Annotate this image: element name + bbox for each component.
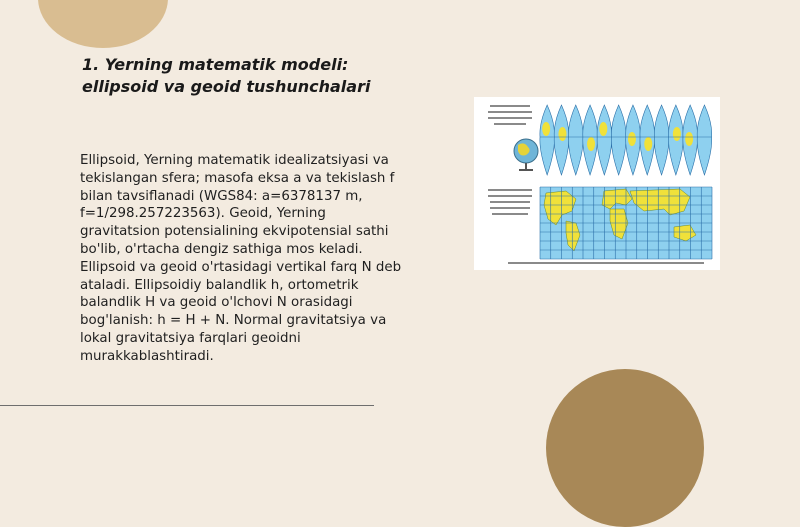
map-gore-land xyxy=(644,137,652,151)
map-gore-segment xyxy=(654,105,669,175)
map-gore-land xyxy=(628,132,636,146)
map-gore-land xyxy=(558,127,566,141)
map-gore-segment xyxy=(697,105,712,175)
map-gore-land xyxy=(685,132,693,146)
map-gore-land xyxy=(673,127,681,141)
map-gore-segment xyxy=(597,105,612,175)
caption-line-footer xyxy=(508,262,704,264)
caption-lines-bottom xyxy=(488,189,532,215)
map-gore-land xyxy=(587,137,595,151)
slide-title-line-1: 1. Yerning matematik modeli: xyxy=(82,55,349,74)
slide-body-text: Ellipsoid, Yerning matematik idealizatsiyasi va tekislangan sfera; masofa eksa a va tekislash f bilan tavsiflanadi (WGS84: a=6378137 m, f=1/298.257223563). Geoid, Yerning gravitatsion potensialining ekvipotensial sathi bo'lib, o'rtacha dengiz sathiga mos keladi. Ellipsoid va geoid o'rtasidagi vertikal farq N deb ataladi. Ellipsoidiy balandlik h, ortometrik balandlik H va geoid o'lchovi N orasidagi bog'lanish: h = H + N. Normal gravitatsiya va lokal gravitatsiya farqlari geoidni murakkablashtiradi. xyxy=(80,153,402,364)
map-projection-figure xyxy=(474,97,720,270)
map-gore-segment xyxy=(540,105,555,175)
map-projection-illustration xyxy=(474,97,720,270)
decorative-circle-bottom xyxy=(546,369,704,527)
map-gore-segment xyxy=(568,105,583,175)
map-gore-land xyxy=(542,122,550,136)
divider-line xyxy=(0,405,374,406)
rectangular-grid-map xyxy=(540,187,712,259)
slide-title-line-2: ellipsoid va geoid tushunchalari xyxy=(82,77,371,96)
slide-title xyxy=(82,54,412,98)
caption-lines-top xyxy=(488,105,532,125)
globe-icon xyxy=(514,139,538,171)
decorative-circle-top xyxy=(38,0,168,48)
gore-projection-map xyxy=(540,105,712,175)
map-gore-segment xyxy=(611,105,626,175)
map-gore-land xyxy=(599,122,607,136)
